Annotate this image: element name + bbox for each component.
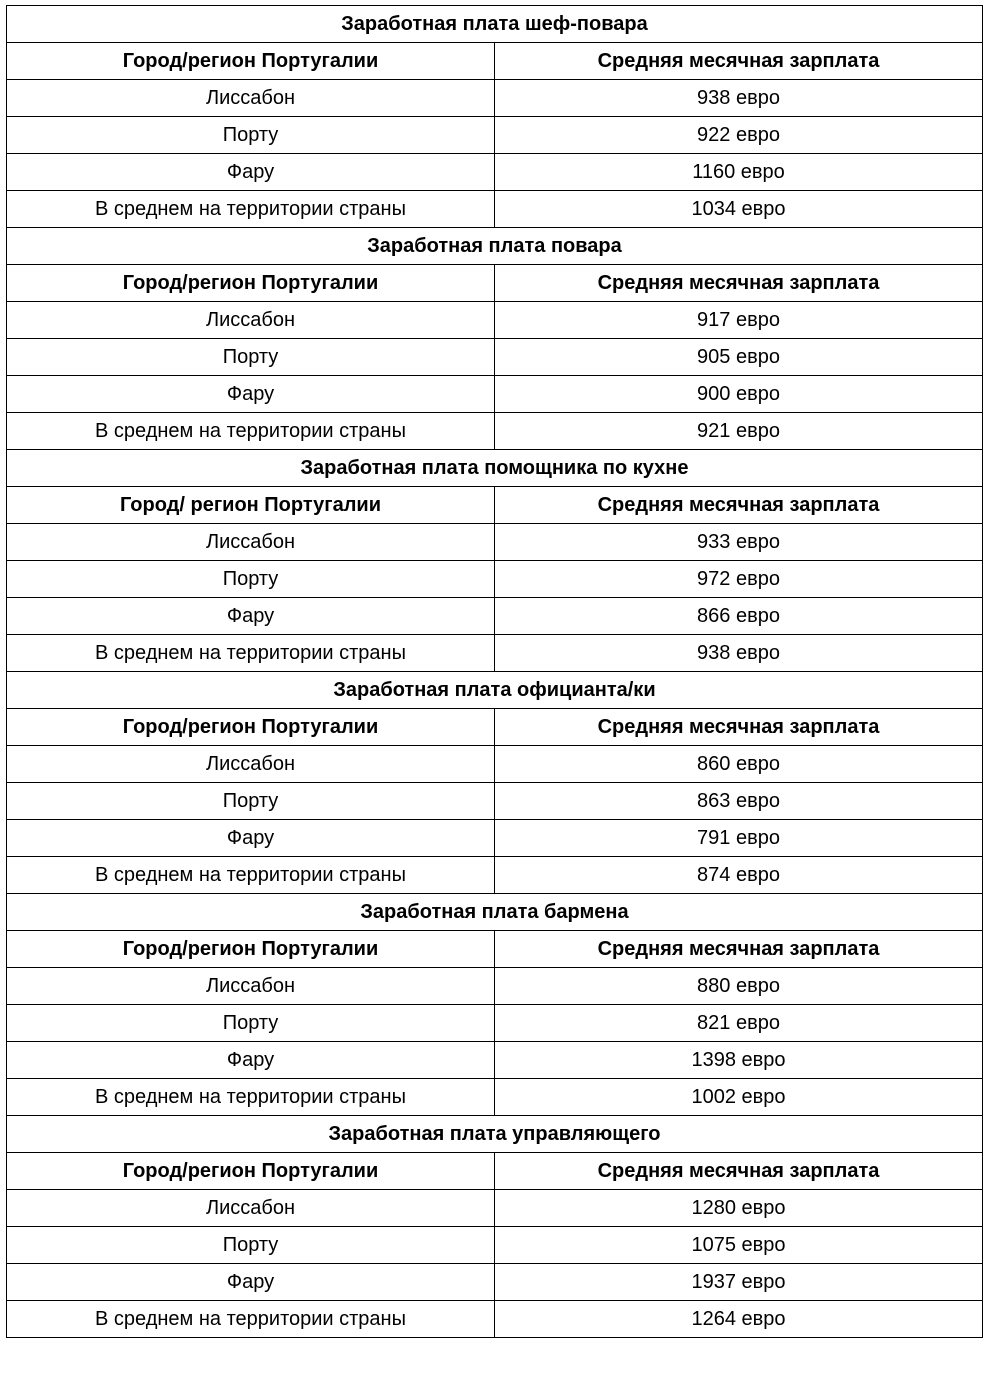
- table-row: [7, 1005, 983, 1042]
- section-title-row: [7, 228, 983, 265]
- region-cell: Лиссабон: [7, 746, 495, 783]
- salary-cell: 1075 евро: [495, 1227, 983, 1264]
- salary-column-header: Средняя месячная зарплата: [495, 931, 983, 968]
- region-cell: Фару: [7, 1042, 495, 1079]
- table-row: [7, 376, 983, 413]
- region-column-header: Город/регион Португалии: [7, 43, 495, 80]
- region-column-header: Город/регион Португалии: [7, 265, 495, 302]
- table-row: [7, 413, 983, 450]
- salary-cell: 863 евро: [495, 783, 983, 820]
- region-cell: Порту: [7, 783, 495, 820]
- section-title: Заработная плата помощника по кухне: [7, 450, 983, 487]
- region-cell: Порту: [7, 1005, 495, 1042]
- section-title-row: [7, 1116, 983, 1153]
- section-title-row: [7, 894, 983, 931]
- salary-cell: 933 евро: [495, 524, 983, 561]
- table-row: [7, 857, 983, 894]
- region-cell: В среднем на территории страны: [7, 1301, 495, 1338]
- salary-cell: 866 евро: [495, 598, 983, 635]
- table-row: [7, 80, 983, 117]
- salary-cell: 921 евро: [495, 413, 983, 450]
- table-row: [7, 598, 983, 635]
- salary-column-header: Средняя месячная зарплата: [495, 1153, 983, 1190]
- region-column-header: Город/регион Португалии: [7, 709, 495, 746]
- table-row: [7, 1264, 983, 1301]
- salary-cell: 900 евро: [495, 376, 983, 413]
- region-cell: Лиссабон: [7, 524, 495, 561]
- table-row: [7, 154, 983, 191]
- salary-cell: 1937 евро: [495, 1264, 983, 1301]
- region-cell: Порту: [7, 1227, 495, 1264]
- column-header-row: [7, 1153, 983, 1190]
- salary-cell: 1034 евро: [495, 191, 983, 228]
- region-cell: Фару: [7, 154, 495, 191]
- table-row: [7, 1042, 983, 1079]
- salary-cell: 938 евро: [495, 635, 983, 672]
- table-row: [7, 746, 983, 783]
- salary-cell: 1264 евро: [495, 1301, 983, 1338]
- region-cell: В среднем на территории страны: [7, 1079, 495, 1116]
- salary-cell: 1002 евро: [495, 1079, 983, 1116]
- table-row: [7, 635, 983, 672]
- column-header-row: [7, 487, 983, 524]
- column-header-row: [7, 265, 983, 302]
- region-cell: Лиссабон: [7, 968, 495, 1005]
- table-row: [7, 968, 983, 1005]
- table-row: [7, 339, 983, 376]
- salary-cell: 917 евро: [495, 302, 983, 339]
- salary-cell: 791 евро: [495, 820, 983, 857]
- region-cell: Фару: [7, 820, 495, 857]
- salary-column-header: Средняя месячная зарплата: [495, 265, 983, 302]
- section-title-row: [7, 6, 983, 43]
- salary-column-header: Средняя месячная зарплата: [495, 43, 983, 80]
- region-column-header: Город/ регион Португалии: [7, 487, 495, 524]
- table-row: [7, 524, 983, 561]
- table-row: [7, 783, 983, 820]
- table-row: [7, 1301, 983, 1338]
- salary-column-header: Средняя месячная зарплата: [495, 709, 983, 746]
- section-title: Заработная плата шеф-повара: [7, 6, 983, 43]
- table-row: [7, 117, 983, 154]
- region-cell: Лиссабон: [7, 302, 495, 339]
- region-cell: Фару: [7, 1264, 495, 1301]
- salary-column-header: Средняя месячная зарплата: [495, 487, 983, 524]
- salary-cell: 905 евро: [495, 339, 983, 376]
- column-header-row: [7, 931, 983, 968]
- salary-cell: 860 евро: [495, 746, 983, 783]
- region-column-header: Город/регион Португалии: [7, 1153, 495, 1190]
- region-cell: Порту: [7, 339, 495, 376]
- region-cell: В среднем на территории страны: [7, 635, 495, 672]
- section-title-row: [7, 450, 983, 487]
- region-cell: Фару: [7, 598, 495, 635]
- region-cell: В среднем на территории страны: [7, 191, 495, 228]
- salary-cell: 972 евро: [495, 561, 983, 598]
- region-cell: Фару: [7, 376, 495, 413]
- region-cell: В среднем на территории страны: [7, 413, 495, 450]
- table-row: [7, 1079, 983, 1116]
- salary-cell: 1280 евро: [495, 1190, 983, 1227]
- region-cell: Порту: [7, 561, 495, 598]
- section-title-row: [7, 672, 983, 709]
- salary-cell: 1160 евро: [495, 154, 983, 191]
- table-row: [7, 302, 983, 339]
- region-cell: Лиссабон: [7, 80, 495, 117]
- table-row: [7, 191, 983, 228]
- salary-cell: 1398 евро: [495, 1042, 983, 1079]
- table-row: [7, 1227, 983, 1264]
- table-row: [7, 820, 983, 857]
- column-header-row: [7, 709, 983, 746]
- section-title: Заработная плата официанта/ки: [7, 672, 983, 709]
- salary-cell: 874 евро: [495, 857, 983, 894]
- section-title: Заработная плата управляющего: [7, 1116, 983, 1153]
- salary-table: [6, 5, 983, 1338]
- section-title: Заработная плата повара: [7, 228, 983, 265]
- region-cell: Лиссабон: [7, 1190, 495, 1227]
- section-title: Заработная плата бармена: [7, 894, 983, 931]
- salary-cell: 821 евро: [495, 1005, 983, 1042]
- salary-cell: 922 евро: [495, 117, 983, 154]
- region-cell: Порту: [7, 117, 495, 154]
- table-row: [7, 561, 983, 598]
- salary-cell: 880 евро: [495, 968, 983, 1005]
- salary-cell: 938 евро: [495, 80, 983, 117]
- region-column-header: Город/регион Португалии: [7, 931, 495, 968]
- table-row: [7, 1190, 983, 1227]
- region-cell: В среднем на территории страны: [7, 857, 495, 894]
- column-header-row: [7, 43, 983, 80]
